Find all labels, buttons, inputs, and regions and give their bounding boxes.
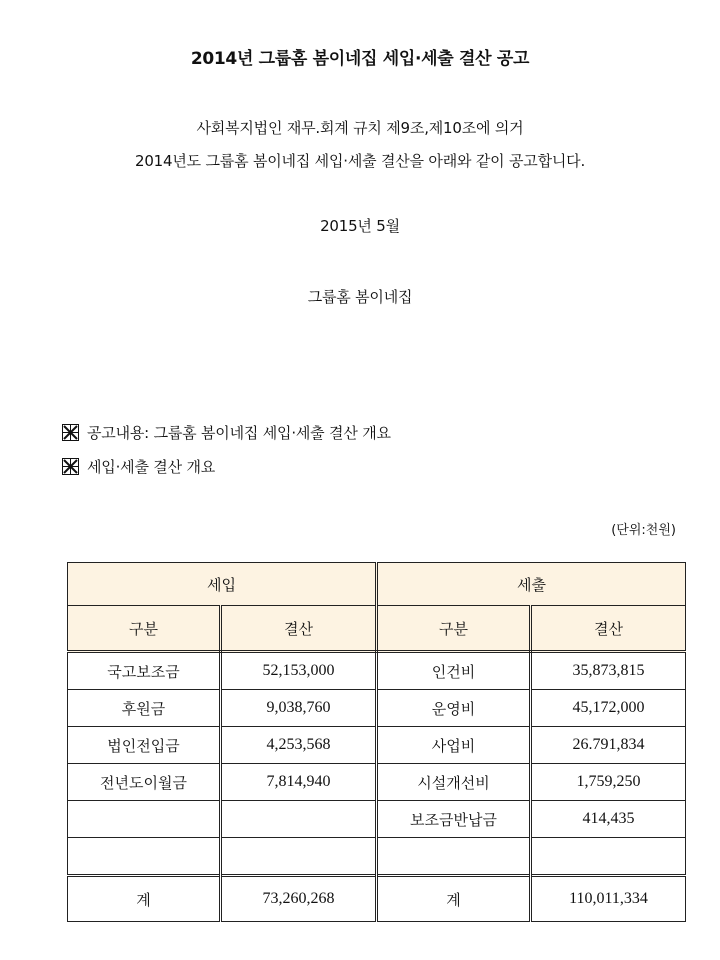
revenue-category-header: 구분 [68,606,221,652]
revenue-total: 73,260,268 [221,876,377,922]
bullet-notice-content [62,422,391,443]
table-total-row [68,876,686,922]
bullet-text: 세입·세출 결산 개요 [87,458,216,476]
bullet-summary [62,456,215,477]
expense-category [377,838,531,876]
expense-category: 보조금반납금 [377,801,531,838]
table-row [68,690,686,727]
notice-date: 2015년 5월 [320,217,400,235]
revenue-amount: 9,038,760 [221,690,377,727]
revenue-category: 법인전입금 [68,727,221,764]
expense-amount: 45,172,000 [531,690,686,727]
expense-category: 시설개선비 [377,764,531,801]
table-row [68,838,686,876]
checkbox-x-icon [62,424,79,441]
revenue-header: 세입 [68,563,377,606]
table-row [68,764,686,801]
table-row [68,727,686,764]
intro-line-1: 사회복지법인 재무.회계 규치 제9조,제10조에 의거 [196,119,524,137]
expense-total: 110,011,334 [531,876,686,922]
revenue-category: 후원금 [68,690,221,727]
expense-category: 운영비 [377,690,531,727]
revenue-amount [221,838,377,876]
checkbox-x-icon [62,458,79,475]
unit-label: (단위:천원) [611,523,676,538]
expense-amount: 1,759,250 [531,764,686,801]
expense-category-header: 구분 [377,606,531,652]
expense-category: 사업비 [377,727,531,764]
notice-title: 2014년 그룹홈 봄이네집 세입·세출 결산 공고 [190,49,530,69]
bullet-text: 공고내용: 그룹홈 봄이네집 세입·세출 결산 개요 [87,424,391,442]
expense-amount [531,838,686,876]
expense-category: 인건비 [377,652,531,690]
table-subheader-row [68,606,686,652]
expense-total-label: 계 [377,876,531,922]
revenue-amount: 4,253,568 [221,727,377,764]
revenue-total-label: 계 [68,876,221,922]
revenue-amount [221,801,377,838]
expense-amount: 414,435 [531,801,686,838]
budget-table [67,562,686,922]
revenue-amount: 52,153,000 [221,652,377,690]
revenue-category [68,801,221,838]
intro-line-2: 2014년도 그룹홈 봄이네집 세입·세출 결산을 아래와 같이 공고합니다. [134,152,586,170]
expense-header: 세출 [377,563,686,606]
expense-amount: 35,873,815 [531,652,686,690]
table-row [68,652,686,690]
revenue-amount-header: 결산 [221,606,377,652]
revenue-category: 전년도이월금 [68,764,221,801]
organization-name: 그룹홈 봄이네집 [307,288,413,306]
expense-amount-header: 결산 [531,606,686,652]
table-row [68,801,686,838]
revenue-amount: 7,814,940 [221,764,377,801]
revenue-category: 국고보조금 [68,652,221,690]
revenue-category [68,838,221,876]
table-header-row [68,563,686,606]
expense-amount: 26.791,834 [531,727,686,764]
